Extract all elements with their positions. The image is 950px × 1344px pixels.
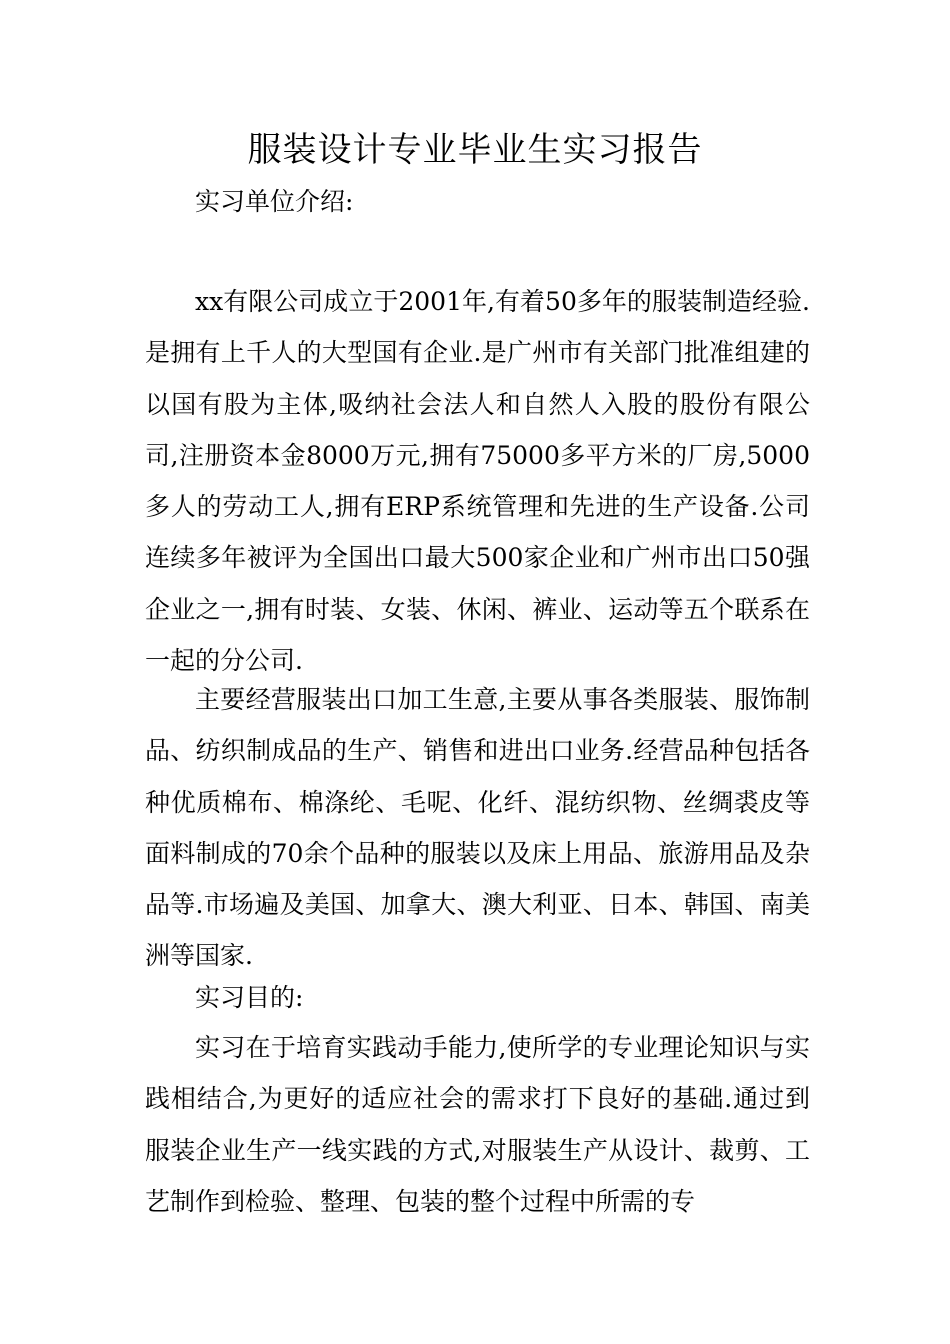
paragraph-purpose bbox=[145, 1022, 810, 1227]
paragraph-text: xx有限公司成立于2001年,有着50多年的服装制造经验.是拥有上千人的大型国有企业.是广州市有关部门批准组建的以国有股为主体,吸纳社会法人和自然人入股的股份有限公司,注册资本金8000万元,拥有75000多平方米的厂房,5000多人的劳动工人,拥有ERP系统管理和先进的生产设备.公司连续多年被评为全国出口最大500家企业和广州市出口50强企业之一,拥有时装、女装、休闲、裤业、运动等五个联系在一起的分公司. bbox=[145, 287, 810, 676]
section-heading-unit-intro: 实习单位介绍: bbox=[195, 187, 354, 216]
paragraph-text: 主要经营服装出口加工生意,主要从事各类服装、服饰制品、纺织制成品的生产、销售和进出口业务.经营品种包括各种优质棉布、棉涤纶、毛呢、化纤、混纺织物、丝绸裘皮等面料制成的70余个品种的服装以及床上用品、旅游用品及杂品等.市场遍及美国、加拿大、澳大利亚、日本、韩国、南美洲等国家. bbox=[145, 685, 810, 971]
paragraph-unit-intro-2 bbox=[145, 674, 810, 982]
document-title: 服装设计专业毕业生实习报告 bbox=[247, 130, 703, 170]
section-heading-purpose: 实习目的: bbox=[195, 983, 304, 1012]
paragraph-unit-intro-1 bbox=[145, 276, 810, 686]
paragraph-text: 实习在于培育实践动手能力,使所学的专业理论知识与实践相结合,为更好的适应社会的需求打下良好的基础.通过到服装企业生产一线实践的方式,对服装生产从设计、裁剪、工艺制作到检验、整理、包装的整个过程中所需的专 bbox=[145, 1033, 810, 1216]
